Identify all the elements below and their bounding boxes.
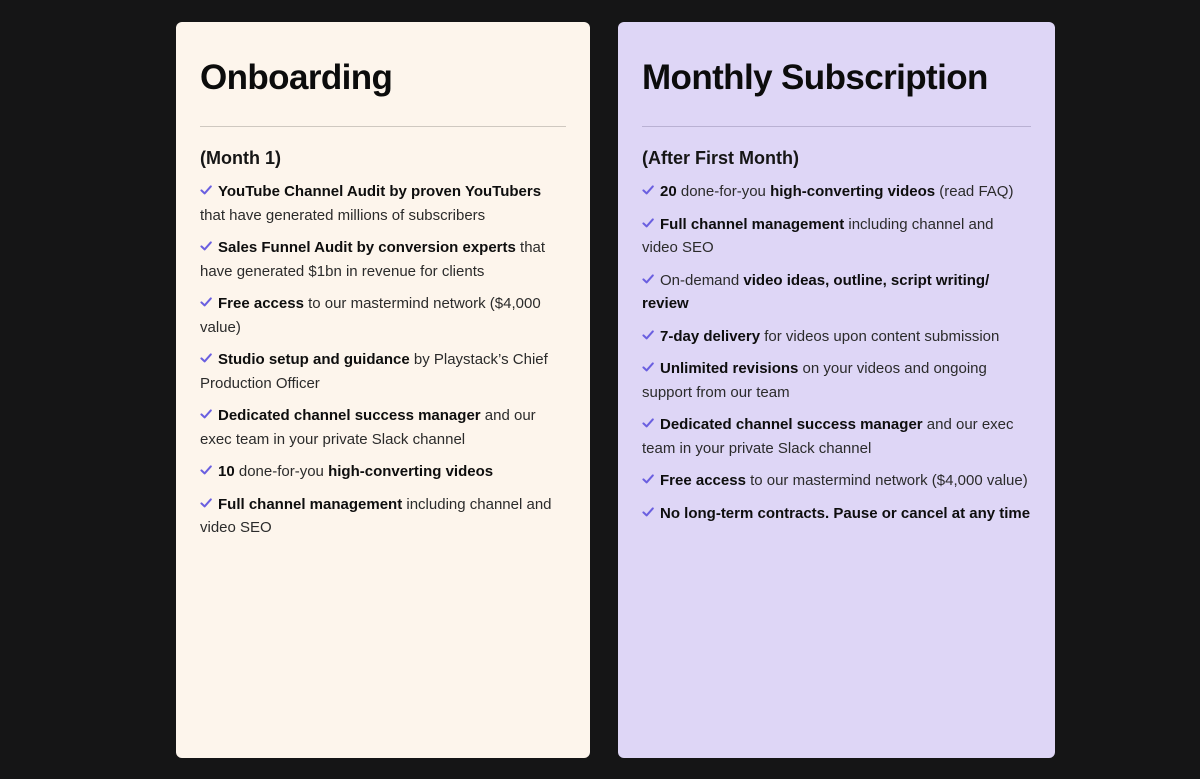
feature-text: for videos upon content submission xyxy=(760,327,1000,345)
feature-highlight-text: 7-day delivery xyxy=(660,327,761,345)
check-icon xyxy=(642,417,654,429)
check-icon xyxy=(200,408,212,420)
monthly-subtitle: (After First Month) xyxy=(642,148,799,168)
feature-text: to our mastermind network ($4,000 value) xyxy=(745,472,1028,489)
feature-highlight-text: high-converting videos xyxy=(328,463,494,480)
feature-text: done-for-you xyxy=(676,183,771,200)
check-icon xyxy=(642,361,654,373)
feature-item xyxy=(200,348,566,395)
check-icon xyxy=(642,273,654,285)
feature-text: that have generated millions of subscribers xyxy=(200,206,486,224)
feature-item xyxy=(642,213,1031,260)
check-icon xyxy=(200,352,212,364)
check-icon xyxy=(200,296,212,308)
feature-item xyxy=(642,357,1031,404)
feature-highlight-text: Free access xyxy=(660,472,746,489)
feature-item xyxy=(642,502,1031,526)
feature-text: and our exec team in your private Slack channel xyxy=(200,407,536,448)
feature-item xyxy=(642,180,1031,204)
feature-item xyxy=(200,460,566,484)
feature-text: on your videos and ongoing support from our team xyxy=(642,360,987,401)
feature-item xyxy=(200,180,566,227)
feature-item xyxy=(200,236,566,283)
check-icon xyxy=(642,217,654,229)
onboarding-card xyxy=(176,22,590,758)
feature-highlight-text: Full channel management xyxy=(218,495,403,513)
feature-highlight-text: Dedicated channel success manager xyxy=(660,416,923,433)
check-icon xyxy=(200,240,212,252)
feature-text: to our mastermind network ($4,000 value) xyxy=(200,295,541,336)
feature-item xyxy=(200,493,566,540)
feature-highlight-text: Full channel management xyxy=(660,215,845,233)
feature-highlight-text: video ideas, outline, script writing/ review xyxy=(642,271,990,312)
feature-highlight-text: Sales Funnel Audit by conversion experts xyxy=(218,239,516,256)
feature-item xyxy=(642,325,1031,349)
check-icon xyxy=(200,464,212,476)
feature-highlight-text: high-converting videos xyxy=(770,183,936,200)
check-icon xyxy=(642,184,654,196)
check-icon xyxy=(642,329,654,341)
feature-highlight-text: 20 xyxy=(660,183,677,200)
feature-highlight-text: Unlimited revisions xyxy=(660,360,799,377)
feature-text: done-for-you xyxy=(234,463,329,480)
feature-item xyxy=(642,469,1031,493)
check-icon xyxy=(642,506,654,518)
monthly-divider xyxy=(642,126,1031,127)
feature-text: (read FAQ) xyxy=(935,183,1014,200)
feature-item xyxy=(642,269,1031,316)
feature-highlight-text: Dedicated channel success manager xyxy=(218,407,481,424)
onboarding-divider xyxy=(200,126,566,127)
feature-text: and our exec team in your private Slack channel xyxy=(642,416,1014,457)
check-icon xyxy=(200,184,212,196)
onboarding-title: Onboarding xyxy=(200,58,393,97)
monthly-title: Monthly Subscription xyxy=(642,58,988,97)
feature-text: including channel and video SEO xyxy=(642,215,994,256)
feature-item xyxy=(200,404,566,451)
feature-highlight-text: Studio setup and guidance xyxy=(218,351,410,368)
feature-highlight-text: 10 xyxy=(218,463,235,480)
onboarding-subtitle: (Month 1) xyxy=(200,148,281,168)
monthly-subscription-card xyxy=(618,22,1055,758)
monthly-feature-list xyxy=(642,180,1031,525)
feature-text: that have generated $1bn in revenue for clients xyxy=(200,239,546,280)
check-icon xyxy=(642,473,654,485)
feature-item xyxy=(200,292,566,339)
feature-highlight-text: Free access xyxy=(218,295,304,312)
feature-text: including channel and video SEO xyxy=(200,495,552,536)
check-icon xyxy=(200,497,212,509)
onboarding-feature-list xyxy=(200,180,566,540)
feature-text: by Playstack’s Chief Production Officer xyxy=(200,351,548,392)
feature-text: On-demand xyxy=(660,271,744,289)
feature-highlight-text: YouTube Channel Audit by proven YouTubers xyxy=(218,183,542,200)
feature-highlight-text: No long-term contracts. Pause or cancel at any time xyxy=(660,504,1031,522)
feature-item xyxy=(642,413,1031,460)
